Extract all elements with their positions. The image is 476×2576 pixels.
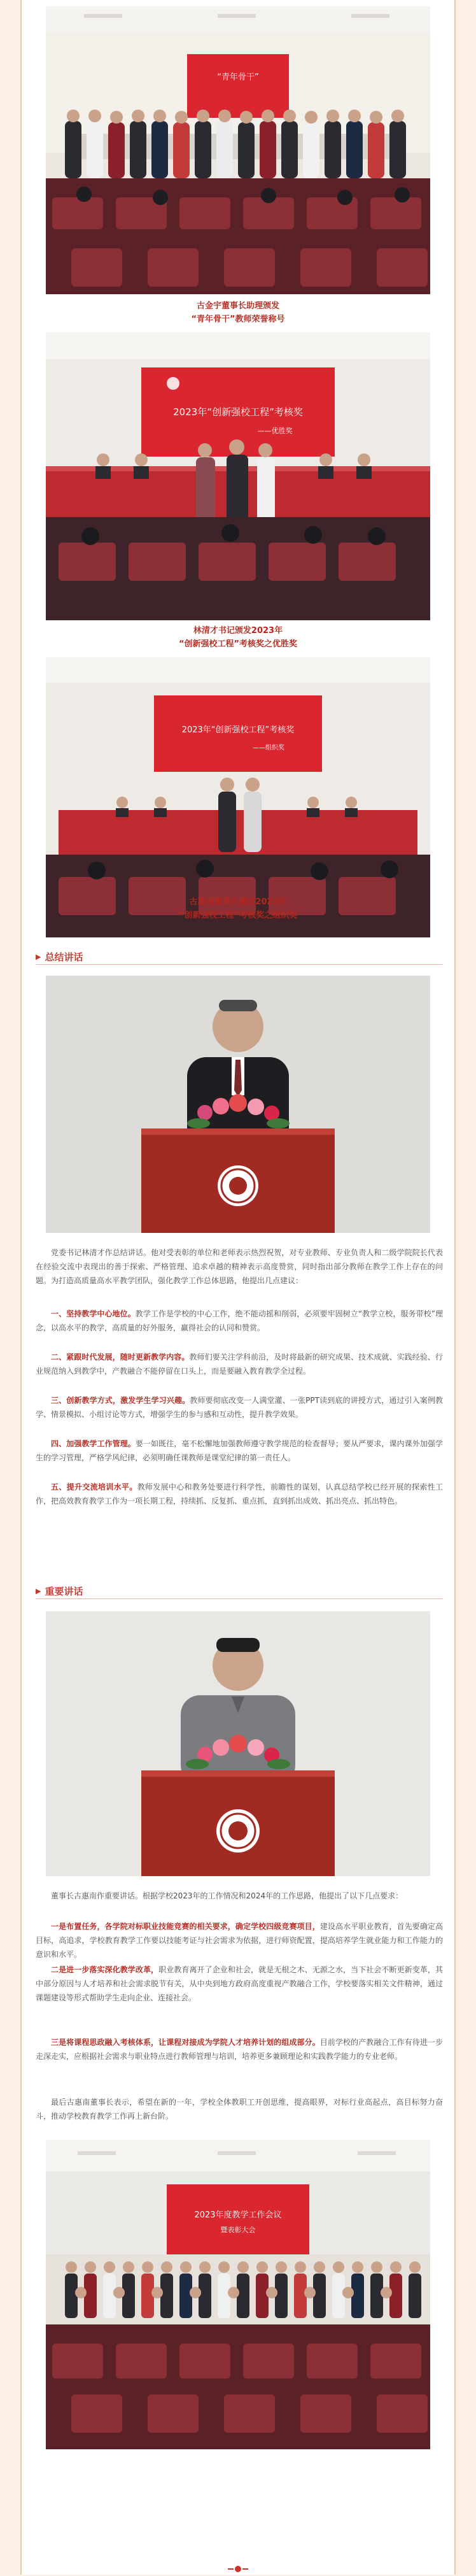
banner-text-4: 2023年度教学工作会议 (194, 2210, 282, 2220)
caption-1 (46, 299, 430, 326)
important-point-3-lead: 三是将课程思政融入考核体系，让课程对接成为学院人才培养计划的组成部分。 (51, 2038, 320, 2047)
summary-point-3-lead: 三、创新教学方式，激发学生学习兴趣。 (51, 1396, 190, 1405)
important-point-3-text: 目前学校的产教融合工作有待进一步走深走实，应根据社会需求与职业特点进行教师管理与培训，培养更多兼顾理论和实践教学能力的专业老师。 (36, 2038, 443, 2061)
caption-2-line2: “创新强校工程”考核奖之优胜奖 (178, 639, 298, 649)
summary-point-2-text: 教师们要关注学科前沿，及时将最新的研究成果、技术成就、实践经验、行业规范纳入到教学中，产教融合不能停留在口头上，而是要融入教育教学全过程。 (36, 1353, 443, 1376)
section-summary-speech (36, 949, 443, 965)
caption-3-line2: “创新强校工程”考核奖之组织奖 (178, 911, 298, 920)
summary-intro: 党委书记林清才作总结讲话。他对受表彰的单位和老师表示热烈祝贺，对专业教师、专业负责人和二级学院院长代表在经验交流中表现出的善于探索、严格管理、追求卓越的精神表示高度赞赏，同时指出部分教师在教学工作上存在的问题。为打造高质量高水平教学团队，强化教学工作总体思路，他提出几点建议： (36, 1248, 443, 1285)
caption-2 (46, 624, 430, 651)
group-photo-conference (46, 2140, 430, 2449)
caption-3-line1: 古惠南董事长颁发2023年 (189, 897, 287, 907)
banner-text-3: 2023年“创新强校工程”考核奖 (181, 725, 295, 735)
summary-point-5-text: 教师发展中心和教务处要进行科学性，前瞻性的谋划，认真总结学校已经开展的探索性工作，把高效教育教学工作为一项长期工程，持续抓、反复抓、重点抓，直到抓出成效、抓出亮点、抓出特色。 (36, 1483, 443, 1505)
section-summary-title: 总结讲话 (45, 951, 83, 963)
award-photo-youth-backbone (46, 6, 430, 294)
important-point-2-text: 职业教育离开了企业和社会，就是无根之木、无源之水，当下社会不断更新变革，其中部分原因与人才培养和社会需求脱节有关，从中央到地方政府高度重视产教融合工作，学校要落实相关文件精神，通过课题建设等形式帮助学生走向企业、连接社会。 (36, 1965, 443, 2002)
banner-sub-2: ——优胜奖 (257, 427, 293, 435)
banner-sub-3: ——组织奖 (253, 744, 284, 751)
end-ornament-icon (228, 2564, 248, 2573)
banner-text-1: “青年骨干” (217, 73, 259, 82)
summary-point-4 (36, 1437, 443, 1465)
important-point-1 (36, 1919, 443, 1961)
caption-2-line1: 林清才书记颁发2023年 (193, 626, 283, 636)
summary-point-2 (36, 1350, 443, 1378)
summary-point-3-text: 教师要彻底改变一人满堂灌、一张PPT读到底的讲授方式，通过引入案例教学、情景模拟、小组讨论等方式，增强学生的参与感和互动性，提升教学效果。 (36, 1396, 443, 1419)
important-point-1-lead: 一是布置任务，各学院对标职业技能竞赛的相关要求，确定学校四级竞赛项目， (51, 1922, 320, 1931)
summary-point-1-lead: 一、坚持教学中心地位。 (51, 1309, 136, 1318)
speaker-photo-chairman (46, 1611, 430, 1876)
banner-text-2: 2023年“创新强校工程”考核奖 (173, 406, 303, 418)
summary-point-1 (36, 1307, 443, 1335)
summary-point-4-text: 要一如既往，毫不松懈地加强教师遵守教学规范的检查督导；要从严要求，课内课外加强学生的学习管理，严格学风纪律，必须明确任课教师是课堂纪律的第一责任人。 (36, 1439, 443, 1462)
award-photo-excellence (46, 332, 430, 620)
summary-point-3 (36, 1393, 443, 1421)
summary-point-2-lead: 二、紧跟时代发展，随时更新教学内容。 (51, 1353, 190, 1362)
banner-sub-4: 暨表彰大会 (220, 2226, 256, 2234)
speaker-photo-party-secretary (46, 976, 430, 1233)
triangle-icon: ▶ (36, 1586, 41, 1595)
summary-point-1-text: 教学工作是学校的中心工作，绝不能动摇和削弱，必须要牢固树立“教学立校，服务带校”理念，以高水平的教学，高质量的好外服务，赢得社会的认同和赞赏。 (36, 1309, 444, 1332)
summary-point-4-lead: 四、加强教学工作管理。 (51, 1439, 136, 1448)
section-important-speech (36, 1583, 443, 1599)
important-point-1-text: 建设高水平职业教育，首先要确定高目标，高追求，学校教育教学工作要以技能考证与社会需求为依据，进行师资配置，提高培养学生就业能力和工作能力的意识和水平。 (36, 1922, 443, 1959)
section-important-title: 重要讲话 (45, 1585, 83, 1597)
important-point-2 (36, 1963, 443, 2005)
summary-point-5-lead: 五、提升交流培训水平。 (51, 1483, 137, 1491)
important-closing: 最后古惠南董事长表示，希望在新的一年，学校全体教职工开创思维，提高眼界，对标行业高起点，高目标努力奋斗，推动学校教育教学工作再上新台阶。 (36, 2098, 443, 2121)
important-intro: 董事长古惠南作重要讲话。根据学校2023年的工作情况和2024年的工作思路，他提出了以下几点要求： (51, 1891, 403, 1900)
important-point-3 (36, 2035, 443, 2063)
caption-3 (46, 895, 430, 922)
caption-1-line1: 古金宇董事长助理颁发 (196, 301, 279, 311)
important-point-2-lead: 二是进一步落实深化教学改革， (51, 1965, 159, 1974)
triangle-icon: ▶ (36, 952, 41, 961)
summary-point-5 (36, 1480, 443, 1508)
caption-1-line2: “青年骨干”教师荣誉称号 (191, 315, 285, 324)
